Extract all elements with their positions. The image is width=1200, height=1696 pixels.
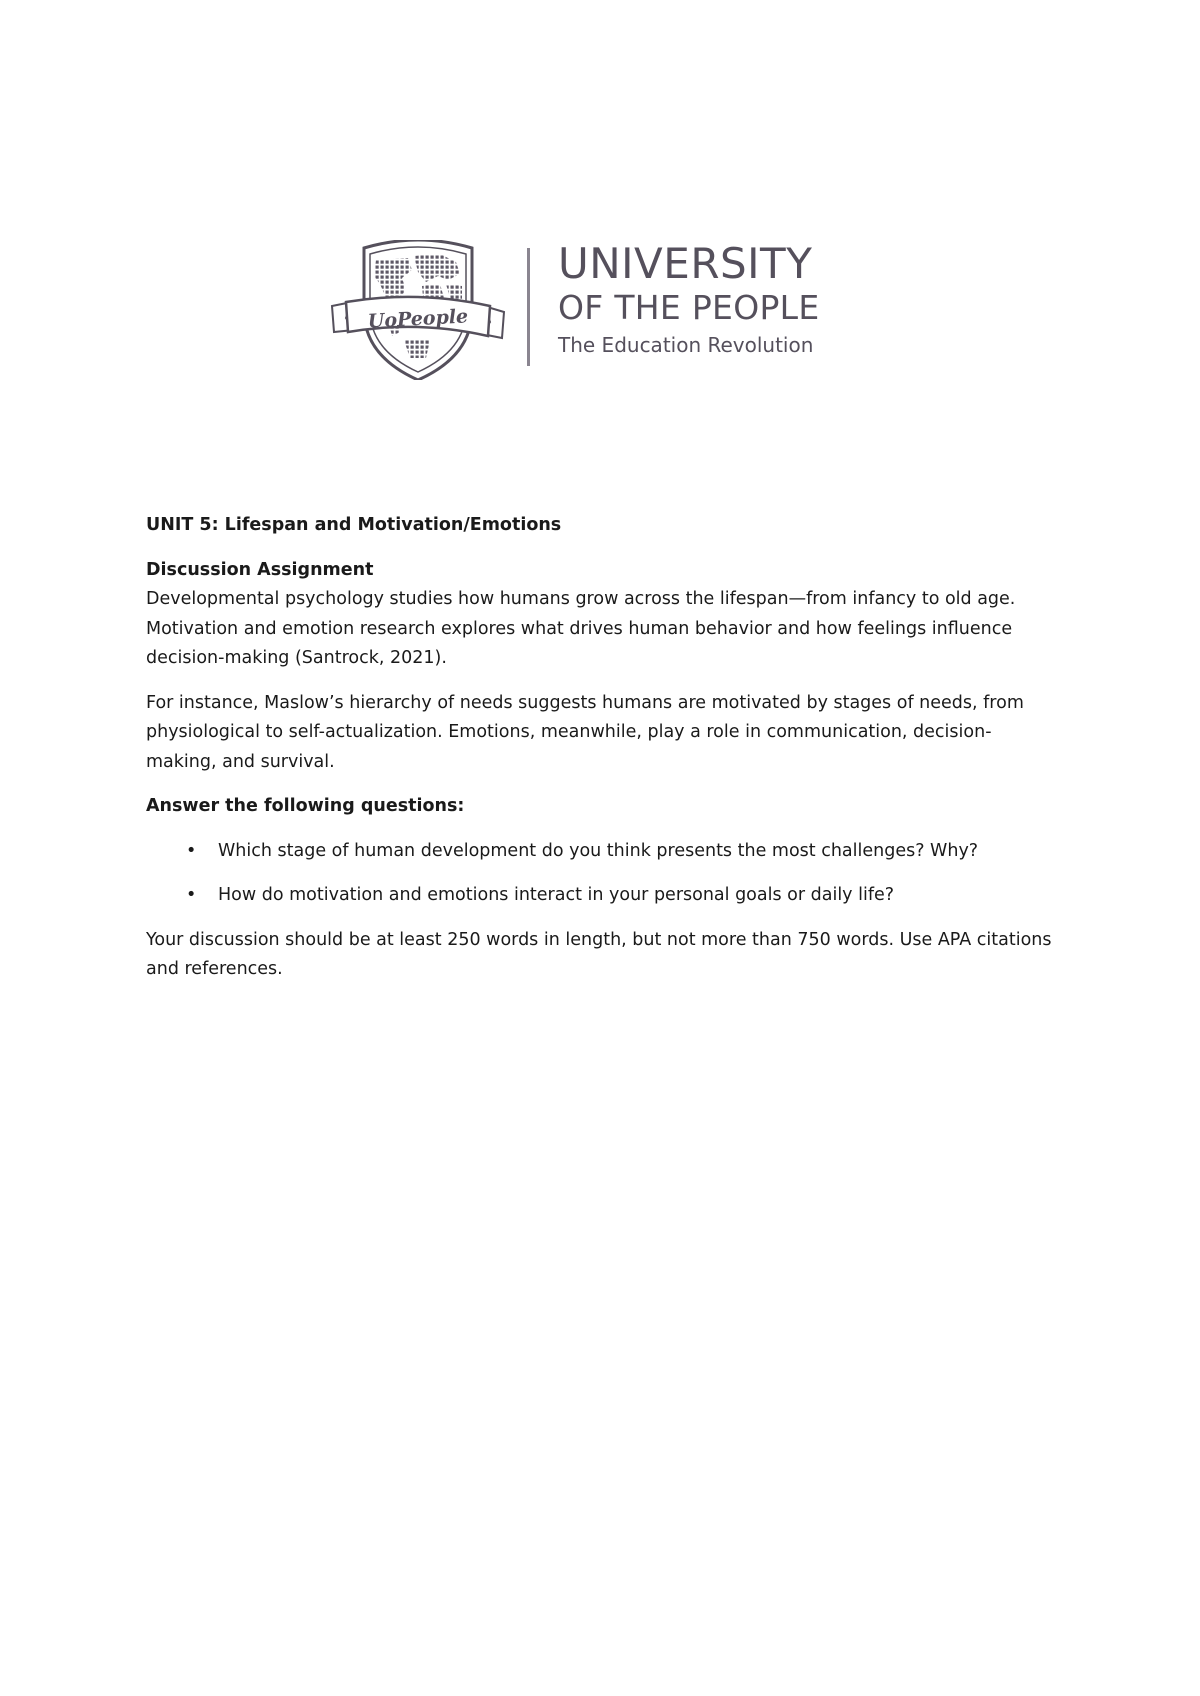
logo-university-text: UNIVERSITY (558, 239, 813, 288)
logo-wordmark (558, 240, 898, 360)
list-item (146, 837, 1056, 867)
svg-text:UoPeople: UoPeople (367, 305, 469, 333)
closing-paragraph: Your discussion should be at least 250 words in length, but not more than 750 words. Use APA citations and references. (146, 929, 1052, 979)
questions-list (146, 837, 1056, 911)
unit-title: UNIT 5: Lifespan and Motivation/Emotions (146, 515, 562, 535)
section-title: Discussion Assignment (146, 559, 374, 580)
logo-of-the-people-text: OF THE PEOPLE (558, 288, 820, 327)
maslow-paragraph: For instance, Maslow’s hierarchy of needs suggests humans are motivated by stages of needs, from physiological to self-actualization. Emotions, meanwhile, play a role in communication, decision-making, and survival. (146, 692, 1024, 772)
logo-tagline: The Education Revolution (558, 333, 814, 357)
question-text: Which stage of human development do you think presents the most challenges? Why? (218, 840, 979, 861)
logo-divider (527, 248, 530, 366)
university-logo (330, 240, 890, 380)
question-text: How do motivation and emotions interact in your personal goals or daily life? (218, 885, 895, 905)
questions-heading: Answer the following questions: (146, 796, 465, 816)
uopeople-crest-icon (330, 240, 506, 380)
bullet-icon: • (186, 885, 197, 905)
list-item (146, 881, 1056, 911)
bullet-icon: • (186, 840, 197, 861)
document-body (146, 511, 1056, 985)
intro-paragraph: Developmental psychology studies how humans grow across the lifespan—from infancy to old age. Motivation and emotion research explores what drives human behavior and how feelings influence decision-making (Santrock, 2021). (146, 589, 1016, 668)
